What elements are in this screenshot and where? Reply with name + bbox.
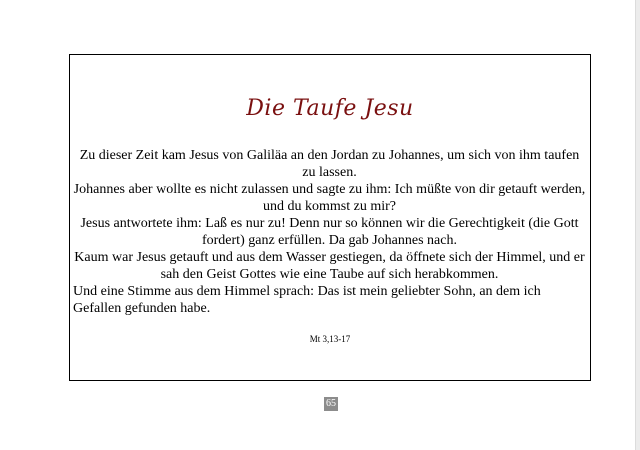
paragraph-5: Und eine Stimme aus dem Himmel sprach: Das ist mein geliebter Sohn, an dem ich Gefallen gefunden habe. xyxy=(73,284,541,316)
paragraph-2: Johannes aber wollte es nicht zulassen und sagte zu ihm: Ich müßte von dir getauft werden, und du kommst zu mir? xyxy=(73,182,586,214)
paragraph-1: Zu dieser Zeit kam Jesus von Galiläa an den Jordan zu Johannes, um sich von ihm taufen zu lassen. xyxy=(79,148,580,180)
paragraph-4: Kaum war Jesus getauft und aus dem Wasser gestiegen, da öffnete sich der Himmel, und er sah den Geist Gottes wie eine Taube auf sich herabkommen. xyxy=(74,250,585,282)
scrollbar-track[interactable] xyxy=(635,0,640,450)
bible-passage xyxy=(73,147,586,317)
paragraph-3: Jesus antwortete ihm: Laß es nur zu! Denn nur so können wir die Gerechtigkeit (die Gott fordert) ganz erfüllen. Da gab Johannes nach. xyxy=(80,216,579,248)
scripture-reference: Mt 3,13-17 xyxy=(309,334,351,344)
page-number-badge: 65 xyxy=(326,398,336,409)
page-frame xyxy=(69,54,591,381)
page-title: Die Taufe Jesu xyxy=(246,96,414,121)
